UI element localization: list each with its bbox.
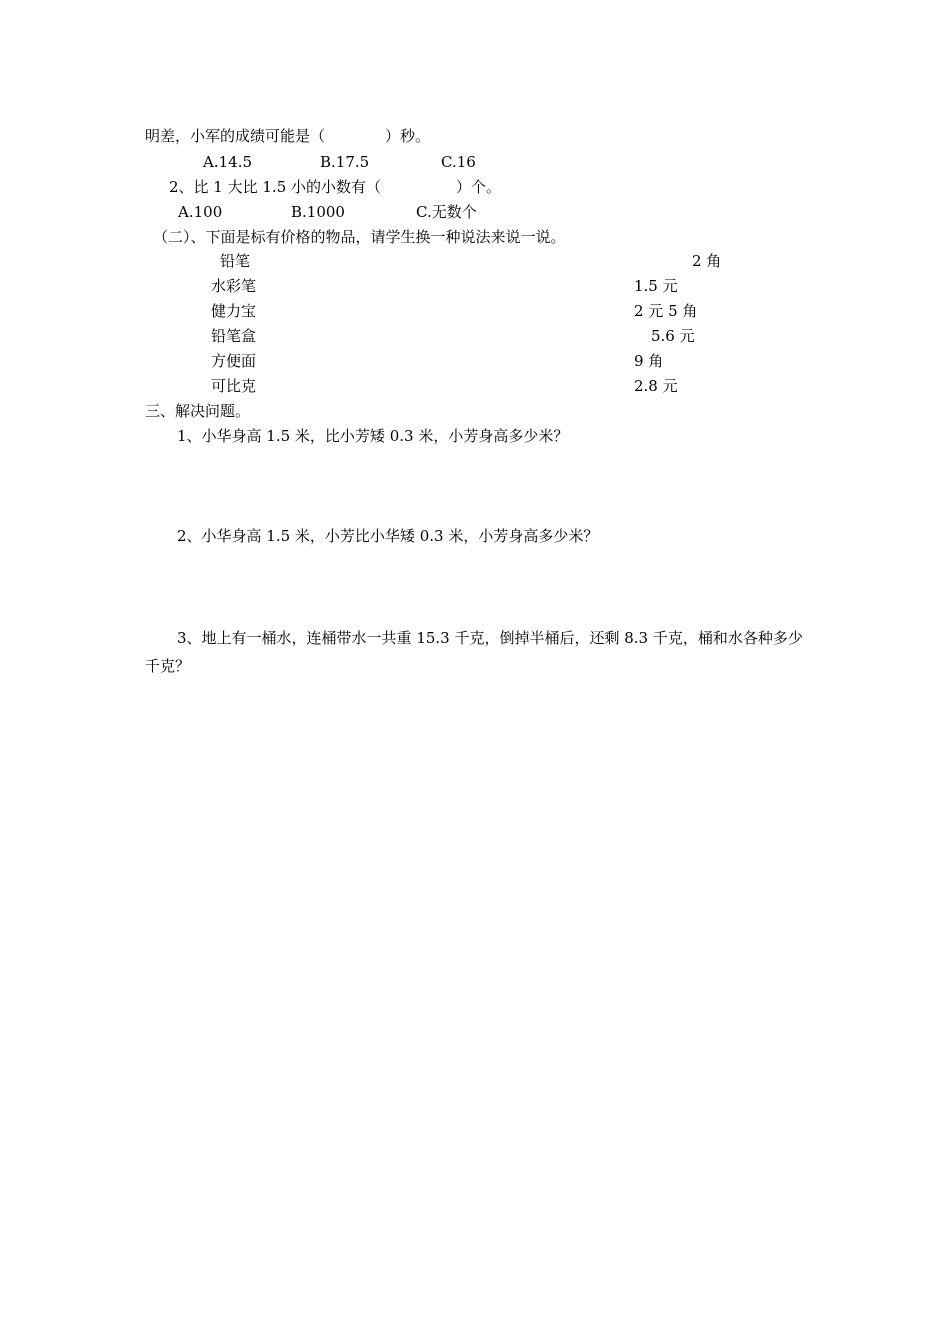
price-item-name: 健力宝 (211, 302, 257, 320)
price-item-price: 2.8 元 (634, 377, 678, 395)
q1-text: 明差，小军的成绩可能是（ ）秒。 (145, 127, 431, 145)
section3-title: 三、解决问题。 (145, 402, 251, 420)
price-item-price: 9 角 (634, 352, 664, 370)
q2-text: 2、比 1 大比 1.5 小的小数有（ ）个。 (169, 178, 502, 196)
price-item-price: 5.6 元 (651, 327, 695, 345)
price-item-price: 2 元 5 角 (634, 302, 698, 320)
price-item-name: 可比克 (211, 377, 257, 395)
price-item-price: 2 角 (692, 252, 722, 270)
price-item-name: 铅笔 (220, 252, 251, 270)
price-item-price: 1.5 元 (634, 277, 678, 295)
price-item-name: 水彩笔 (211, 277, 257, 295)
q2-option-b: B.1000 (291, 203, 345, 221)
q2-option-c: C.无数个 (416, 203, 477, 221)
q2-option-a: A.100 (178, 203, 223, 221)
problem-2: 2、小华身高 1.5 米，小芳比小华矮 0.3 米，小芳身高多少米？ (177, 527, 599, 545)
problem-1: 1、小华身高 1.5 米，比小芳矮 0.3 米，小芳身高多少米？ (177, 427, 569, 445)
section2-title: （二）、下面是标有价格的物品，请学生换一种说法来说一说。 (153, 228, 566, 246)
q1-option-c: C.16 (441, 153, 476, 171)
price-item-name: 方便面 (211, 352, 257, 370)
price-item-name: 铅笔盒 (211, 327, 257, 345)
q1-option-a: A.14.5 (203, 153, 252, 171)
q1-option-b: B.17.5 (320, 153, 370, 171)
problem-3: 3、地上有一桶水，连桶带水一共重 15.3 千克，倒掉半桶后，还剩 8.3 千克，桶和水各种多少千克？ (145, 629, 803, 675)
